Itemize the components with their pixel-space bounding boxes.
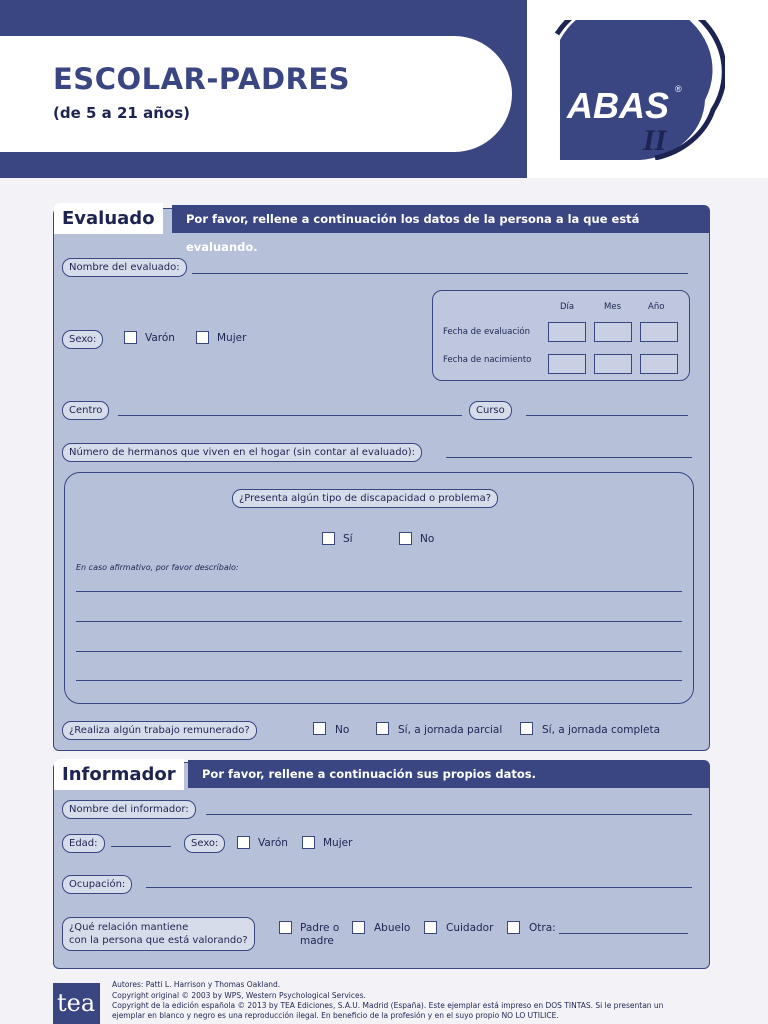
mujer-label: Mujer (217, 332, 247, 344)
fecha-evaluacion-label: Fecha de evaluación (443, 327, 531, 337)
trabajo-parcial-label: Sí, a jornada parcial (398, 724, 503, 736)
varon-checkbox[interactable] (124, 331, 137, 344)
form-title: ESCOLAR-PADRES (53, 62, 351, 96)
discapacidad-question: ¿Presenta algún tipo de discapacidad o problema? (232, 489, 498, 508)
trabajo-no-label: No (335, 724, 350, 736)
ocupacion-field[interactable] (146, 887, 692, 888)
ocupacion-label: Ocupación: (62, 875, 132, 894)
discapacidad-si-label: Sí (343, 533, 353, 545)
centro-label: Centro (62, 401, 109, 420)
hermanos-field[interactable] (446, 457, 692, 458)
fecha-evaluacion-ano[interactable] (640, 322, 678, 342)
centro-field[interactable] (118, 415, 462, 416)
logo-text: ABAS (567, 85, 670, 126)
fecha-nacimiento-mes[interactable] (594, 354, 632, 374)
hermanos-label: Número de hermanos que viven en el hogar (sin contar al evaluado): (62, 443, 422, 462)
abuelo-checkbox[interactable] (352, 921, 365, 934)
cuidador-label: Cuidador (446, 922, 494, 934)
fecha-nacimiento-dia[interactable] (548, 354, 586, 374)
informador-sexo-label: Sexo: (184, 834, 225, 853)
relacion-label (62, 917, 255, 951)
describir-line-4[interactable] (76, 680, 682, 681)
tea-logo: tea (53, 983, 100, 1024)
discapacidad-no-label: No (420, 533, 435, 545)
trabajo-parcial-checkbox[interactable] (376, 722, 389, 735)
fecha-evaluacion-mes[interactable] (594, 322, 632, 342)
logo-registered: ® (675, 84, 682, 94)
describir-line-1[interactable] (76, 591, 682, 592)
evaluado-bar: Por favor, rellene a continuación los datos de la persona a la que está evaluando. (172, 205, 710, 233)
nombre-informador-label: Nombre del informador: (62, 800, 196, 819)
padre-madre-label (300, 922, 339, 948)
trabajo-completa-checkbox[interactable] (520, 722, 533, 735)
describir-line-3[interactable] (76, 651, 682, 652)
describir-label: En caso afirmativo, por favor descríbalo: (76, 563, 239, 572)
abuelo-label: Abuelo (374, 922, 411, 934)
informador-varon-label: Varón (258, 837, 288, 849)
discapacidad-si-checkbox[interactable] (322, 532, 335, 545)
informador-bar: Por favor, rellene a continuación sus propios datos. (188, 760, 710, 788)
abas-logo (545, 20, 725, 160)
evaluado-title: Evaluado (54, 203, 163, 234)
mes-header: Mes (604, 302, 621, 312)
padre-madre-line-2: madre (300, 935, 334, 947)
informador-mujer-checkbox[interactable] (302, 836, 315, 849)
footer-copyright-1: Copyright original © 2003 by WPS, Western Psychological Services. (112, 991, 366, 1000)
footer-autores: Autores: Patti L. Harrison y Thomas Oakland. (112, 980, 281, 989)
informador-mujer-label: Mujer (323, 837, 353, 849)
padre-madre-checkbox[interactable] (279, 921, 292, 934)
dia-header: Día (560, 302, 575, 312)
otra-field[interactable] (559, 933, 688, 934)
trabajo-completa-label: Sí, a jornada completa (542, 724, 661, 736)
describir-line-2[interactable] (76, 621, 682, 622)
edad-label: Edad: (62, 834, 105, 853)
otra-label: Otra: (529, 922, 556, 934)
curso-field[interactable] (526, 415, 688, 416)
edad-field[interactable] (111, 846, 171, 847)
logo-sub: II (643, 124, 667, 157)
otra-checkbox[interactable] (507, 921, 520, 934)
footer-copyright-2: Copyright de la edición española © 2013 by TEA Ediciones, S.A.U. Madrid (España). Este ejemplar está impreso en DOS TINTAS. Si le presentan un (112, 1001, 664, 1010)
cuidador-checkbox[interactable] (424, 921, 437, 934)
nombre-evaluado-label: Nombre del evaluado: (62, 258, 187, 277)
relacion-label-line-2: con la persona que está valorando? (69, 935, 248, 946)
mujer-checkbox[interactable] (196, 331, 209, 344)
padre-madre-line-1: Padre o (300, 922, 340, 934)
ano-header: Año (648, 302, 665, 312)
nombre-evaluado-field[interactable] (192, 273, 688, 274)
trabajo-no-checkbox[interactable] (313, 722, 326, 735)
discapacidad-no-checkbox[interactable] (399, 532, 412, 545)
trabajo-label: ¿Realiza algún trabajo remunerado? (62, 721, 257, 740)
informador-title: Informador (54, 759, 184, 790)
varon-label: Varón (145, 332, 175, 344)
informador-varon-checkbox[interactable] (237, 836, 250, 849)
curso-label: Curso (469, 401, 512, 420)
fecha-evaluacion-dia[interactable] (548, 322, 586, 342)
footer-copyright-3: ejemplar en blanco y negro es una reproducción ilegal. En beneficio de la profesión y en el suyo propio NO LO UTILICE. (112, 1011, 559, 1020)
relacion-label-line-1: ¿Qué relación mantiene (69, 922, 189, 933)
form-subtitle: (de 5 a 21 años) (53, 104, 190, 122)
fecha-nacimiento-label: Fecha de nacimiento (443, 355, 532, 365)
fecha-nacimiento-ano[interactable] (640, 354, 678, 374)
sexo-label: Sexo: (62, 330, 103, 349)
nombre-informador-field[interactable] (206, 814, 692, 815)
